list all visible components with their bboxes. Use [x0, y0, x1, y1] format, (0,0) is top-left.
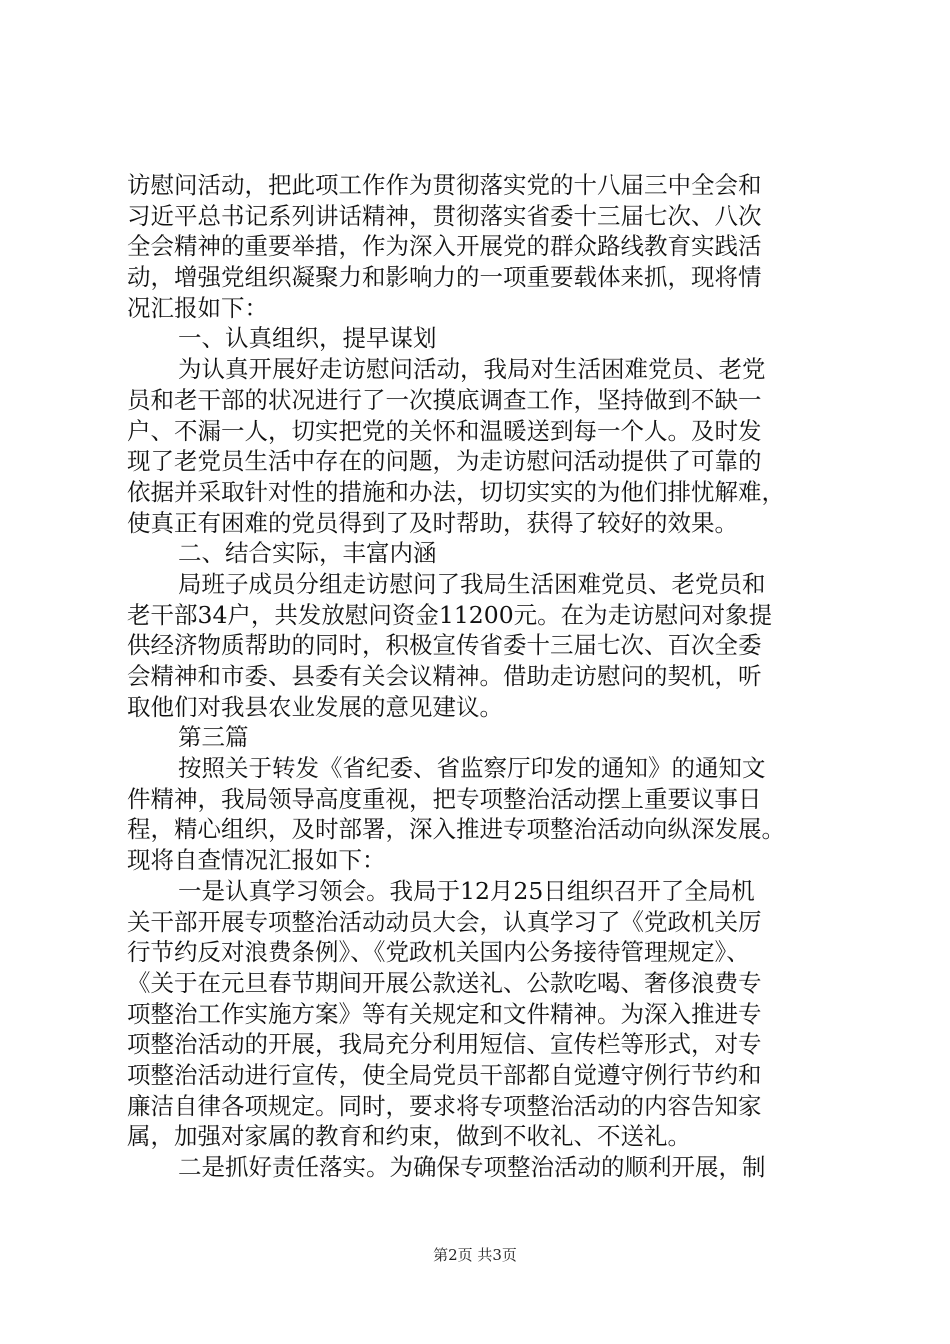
text-line: 廉洁自律各项规定。同时，要求将专项整治活动的内容告知家: [127, 1091, 762, 1120]
text-line: 取他们对我县农业发展的意见建议。: [127, 692, 503, 721]
text-line: 动，增强党组织凝聚力和影响力的一项重要载体来抓，现将情: [127, 263, 762, 292]
text-line: 项整治活动进行宣传，使全局党员干部都自觉遵守例行节约和: [127, 1060, 762, 1089]
text-line: 关干部开展专项整治活动动员大会，认真学习了《党政机关厉: [127, 907, 762, 936]
text-line: 习近平总书记系列讲话精神，贯彻落实省委十三届七次、八次: [127, 201, 762, 230]
text-line: 项整治活动的开展，我局充分利用短信、宣传栏等形式，对专: [127, 1030, 762, 1059]
section-heading: 一、认真组织，提早谋划: [178, 324, 437, 353]
paragraph-start: 按照关于转发《省纪委、省监察厅印发的通知》的通知文: [178, 754, 766, 783]
document-body: [127, 170, 827, 1183]
section-heading: 二、结合实际，丰富内涵: [178, 539, 437, 568]
text-line: 老干部34户，共发放慰问资金11200元。在为走访慰问对象提: [127, 600, 773, 629]
paragraph-start: 局班子成员分组走访慰问了我局生活困难党员、老党员和: [178, 569, 766, 598]
text-line: 访慰问活动，把此项工作作为贯彻落实党的十八届三中全会和: [127, 171, 762, 199]
paragraph-start: 为认真开展好走访慰问活动，我局对生活困难党员、老党: [178, 355, 766, 384]
text-line: 全会精神的重要举措，作为深入开展党的群众路线教育实践活: [127, 232, 762, 261]
text-line: 程，精心组织，及时部署，深入推进专项整治活动向纵深发展。: [127, 815, 785, 844]
text-line: 件精神，我局领导高度重视，把专项整治活动摆上重要议事日: [127, 784, 762, 813]
text-line: 项整治工作实施方案》等有关规定和文件精神。为深入推进专: [127, 999, 762, 1028]
text-line: 会精神和市委、县委有关会议精神。借助走访慰问的契机，听: [127, 662, 762, 690]
text-line: 行节约反对浪费条例》、《党政机关国内公务接待管理规定》、: [127, 938, 750, 967]
text-line: 员和老干部的状况进行了一次摸底调查工作，坚持做到不缺一: [127, 385, 762, 414]
text-line: 《关于在元旦春节期间开展公款送礼、公款吃喝、奢侈浪费专: [127, 968, 762, 997]
text-line: 使真正有困难的党员得到了及时帮助，获得了较好的效果。: [127, 508, 738, 537]
text-line: 况汇报如下：: [127, 293, 268, 322]
text-line: 供经济物质帮助的同时，积极宣传省委十三届七次、百次全委: [127, 631, 762, 660]
page-number: 第2页 共3页: [433, 1246, 517, 1264]
page-footer: [0, 1245, 950, 1265]
text-line: 依据并采取针对性的措施和办法，切切实实的为他们排忧解难，: [127, 477, 785, 506]
text-line: 现将自查情况汇报如下：: [127, 846, 386, 875]
paragraph-start: 一是认真学习领会。我局于12月25日组织召开了全局机: [178, 876, 755, 905]
chapter-heading: 第三篇: [178, 723, 249, 752]
text-line: 现了老党员生活中存在的问题，为走访慰问活动提供了可靠的: [127, 447, 762, 476]
text-line: 户、不漏一人，切实把党的关怀和温暖送到每一个人。及时发: [127, 416, 762, 445]
text-line: 属，加强对家属的教育和约束，做到不收礼、不送礼。: [127, 1122, 691, 1151]
paragraph-start: 二是抓好责任落实。为确保专项整治活动的顺利开展，制: [178, 1153, 766, 1181]
